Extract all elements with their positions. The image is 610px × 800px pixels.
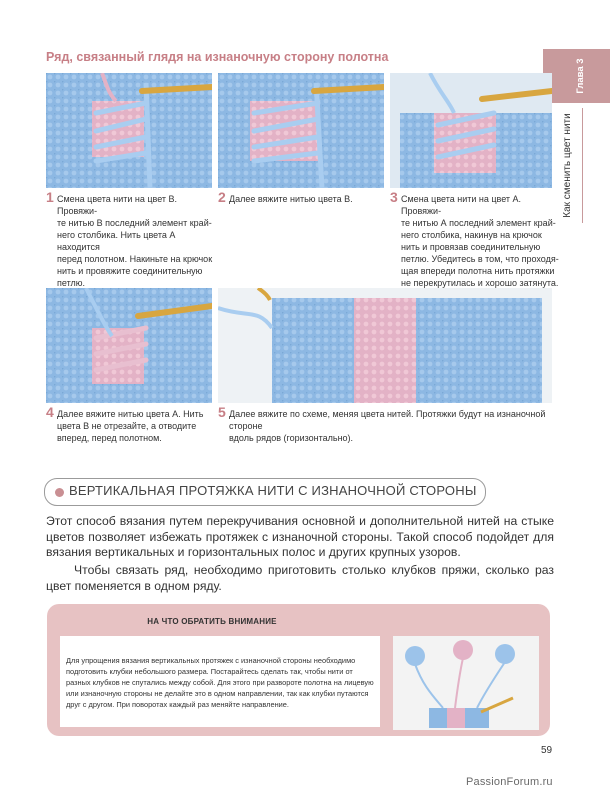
section-title: Ряд, связанный глядя на изнаночную сторону полотна (46, 50, 389, 64)
chapter-divider (582, 108, 583, 223)
step-text: Далее вяжите нитью цвета А. Нить цвета В не отрезайте, а отводите вперед, перед полотном. (57, 409, 204, 443)
step-number: 3 (390, 189, 398, 205)
step-text: Смена цвета нити на цвет А. Провяжи- те нитью А последний элемент край- него столбика, накинув на крючок нить и провязав соединительную петлю. Убедитесь в том, что проходя- щая впереди полотна нить протяжки не перекрутилась и хорошо затянута. (401, 194, 559, 288)
step-number: 4 (46, 404, 54, 420)
step-text: Далее вяжите по схеме, меняя цвета нитей. Протяжки будут на изнаночной стороне вдоль рядов (горизонтально). (229, 409, 546, 443)
step-4-photo (46, 288, 212, 403)
paragraph-2: Чтобы связать ряд, необходимо приготовить столько клубков пряжи, сколько раз цвет поменяется в одном ряду. (46, 563, 554, 593)
note-text: Для упрощения вязания вертикальных протяжек с изнаночной стороны необходимо подготовить клубки небольшого размера. Постарайтесь сделать так, чтобы нити от разных клубков не спутались между собой. Для этого при развороте полотна на лицевую или изнаночную стороны не делайте это в одном направлении, так как клубки путаются друг с другом. При поворотах каждый раз меняйте направление. (66, 656, 374, 709)
step-number: 5 (218, 404, 226, 420)
paragraph-1: Этот способ вязания путем перекручивания основной и дополнительной нитей на стыке цветов позволяет избежать протяжек с изнаночной стороны. Такой способ подойдет для вязания вертикальных и горизонтальных полос и других крупных узоров. (46, 514, 554, 559)
watermark: PassionForum.ru (466, 776, 553, 788)
note-title: НА ЧТО ОБРАТИТЬ ВНИМАНИЕ (147, 617, 277, 626)
subsection-title: ВЕРТИКАЛЬНАЯ ПРОТЯЖКА НИТИ С ИЗНАНОЧНОЙ СТОРОНЫ (69, 483, 477, 498)
subsection-header (44, 478, 486, 506)
chapter-side-title: Как сменить цвет нити (562, 113, 573, 218)
page-number: 59 (541, 745, 553, 756)
note-text-panel (60, 636, 380, 727)
chapter-tab-label: Глава 3 (575, 58, 586, 94)
step-number: 2 (218, 189, 226, 205)
step-text: Далее вяжите нитью цвета В. (229, 194, 353, 204)
step-3-photo (390, 73, 552, 188)
note-box (47, 604, 550, 736)
chapter-tab (543, 49, 610, 103)
step-number: 1 (46, 189, 54, 205)
step-1-photo (46, 73, 212, 188)
step-text: Смена цвета нити на цвет В. Провяжи- те нитью В последний элемент край- него столбика. Нить цвета А находится перед полотном. Накиньте на крючок нить и провяжите соединительную петлю. (57, 194, 213, 288)
bullet-dot-icon (55, 488, 64, 497)
step-5-photo (218, 288, 552, 403)
step-2-photo (218, 73, 384, 188)
yarn-balls-photo (393, 636, 539, 730)
